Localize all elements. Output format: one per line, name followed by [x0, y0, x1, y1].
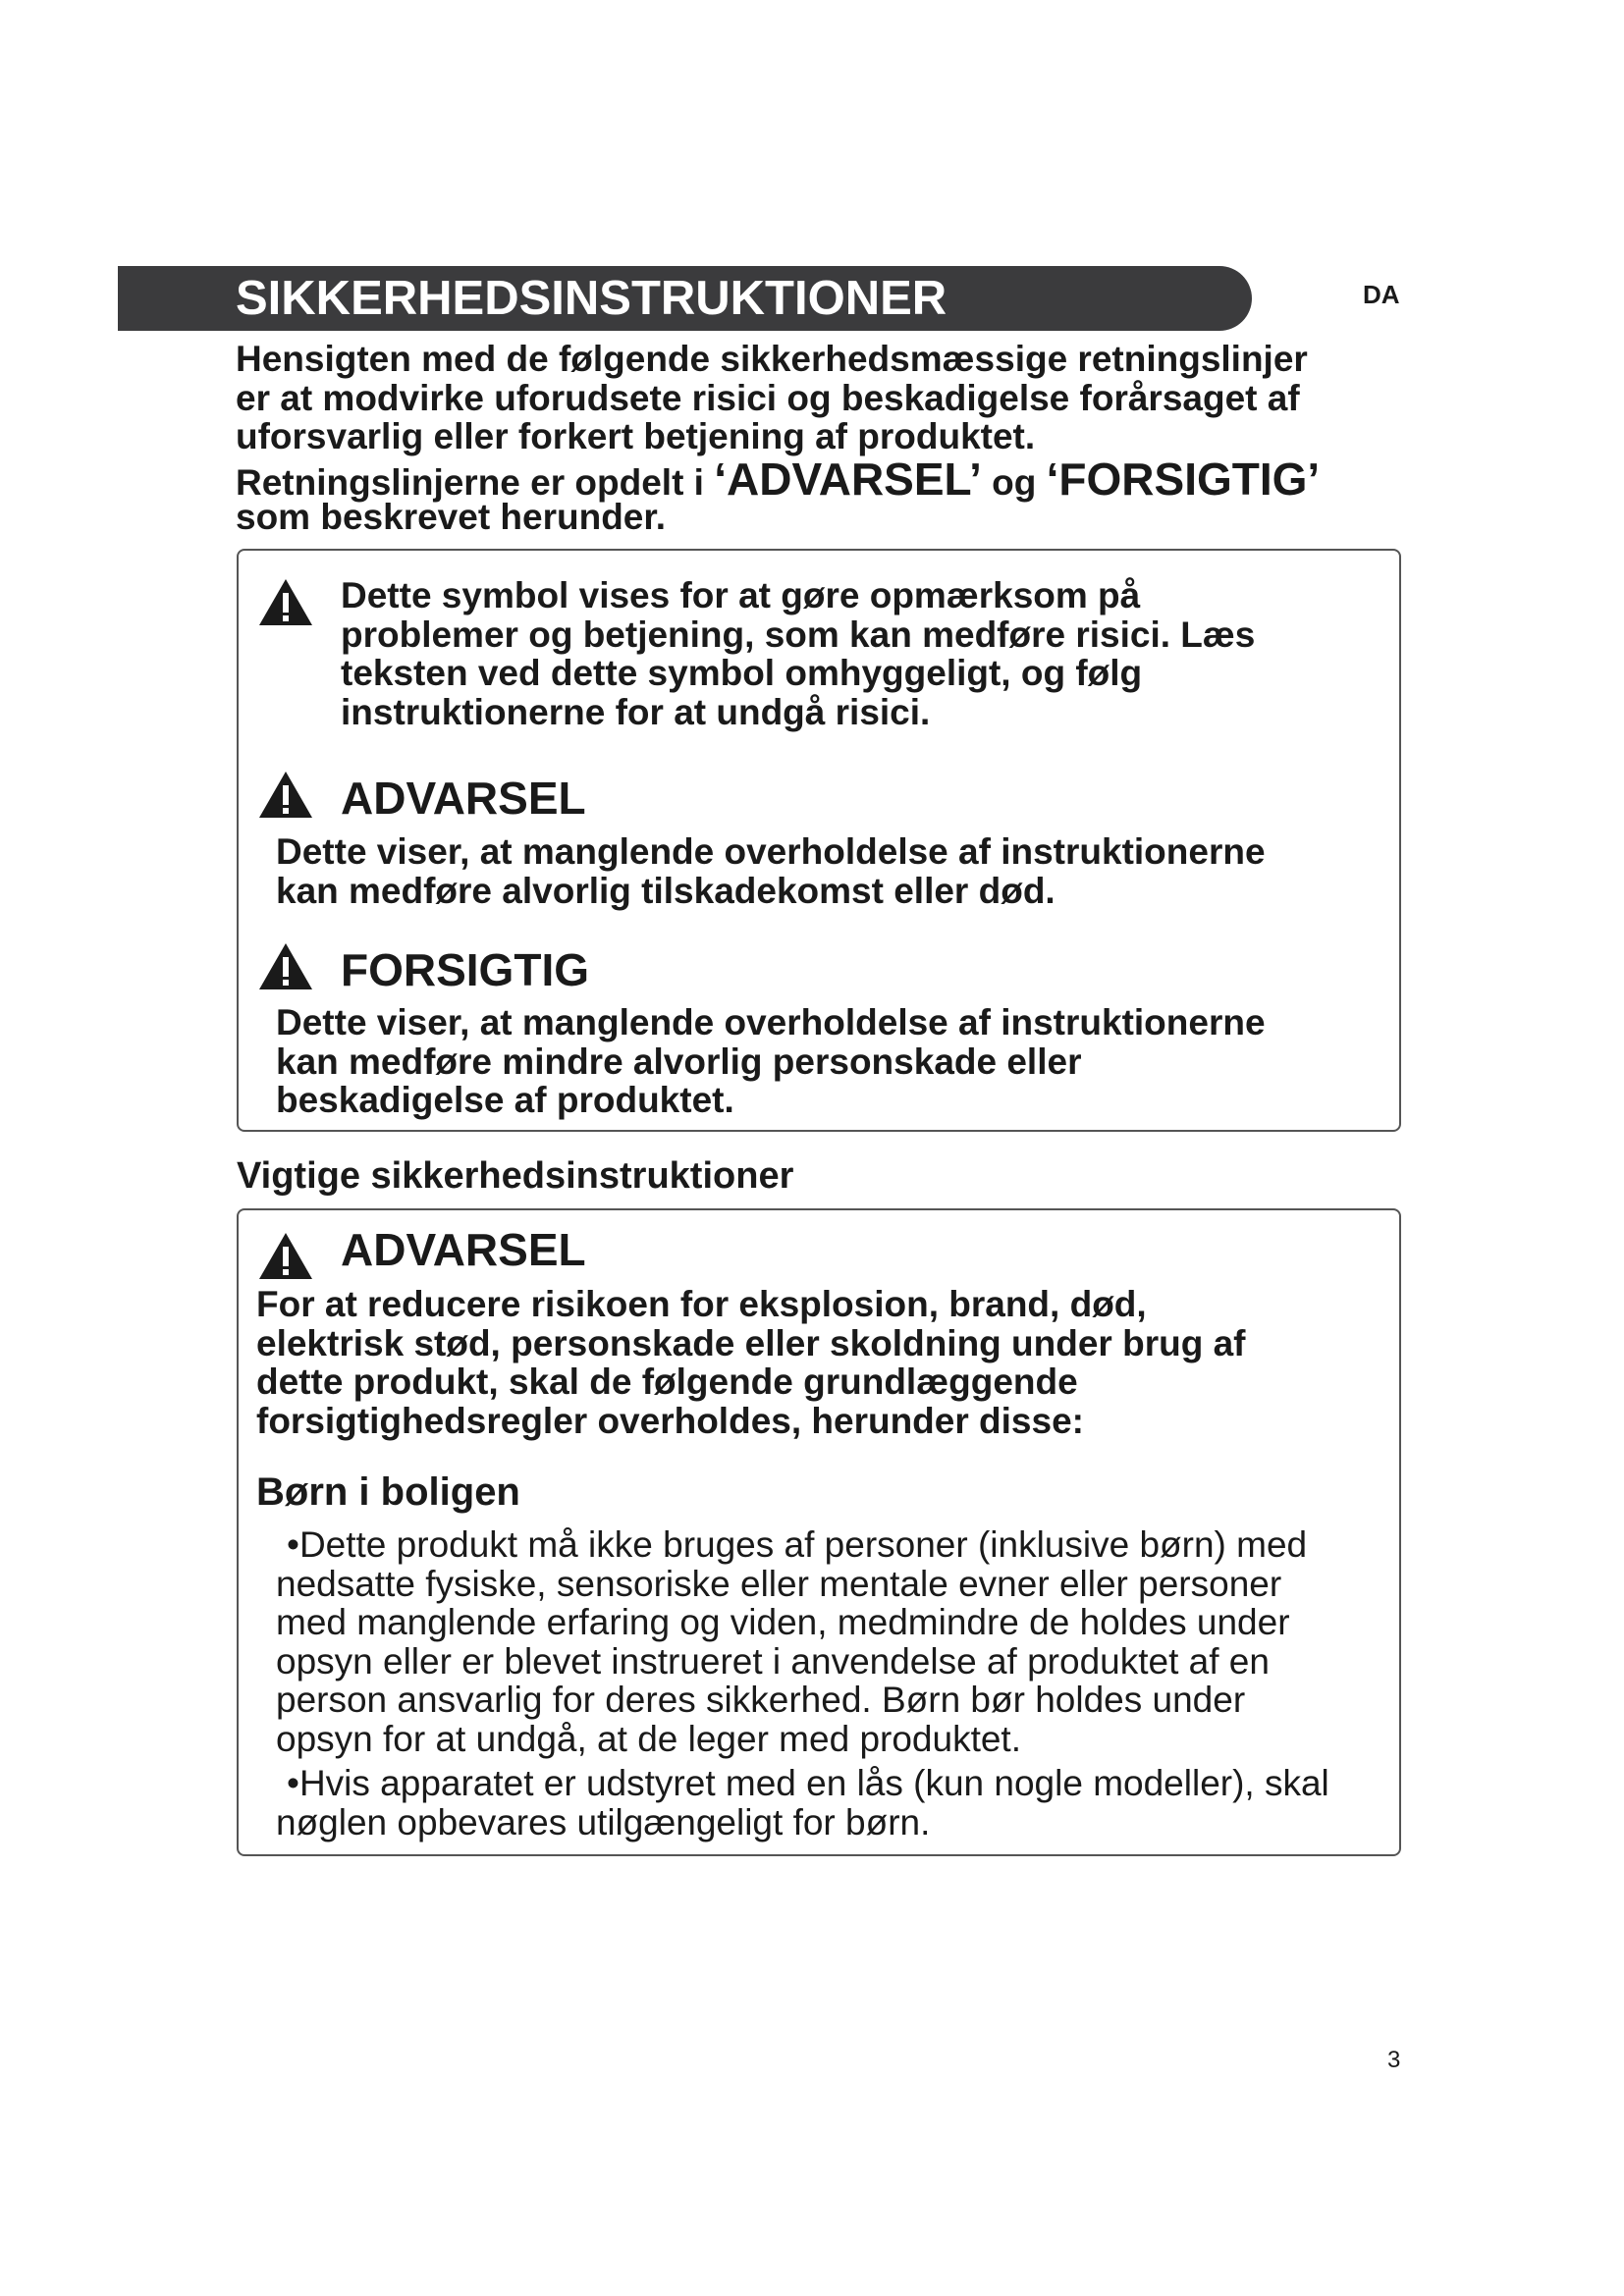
forsigtig-heading: FORSIGTIG: [341, 944, 589, 995]
symbol-description: Dette symbol vises for at gøre opmærksom på problemer og betjening, som kan medføre risici. Læs teksten ved dette symbol omhyggeligt, og følg instruktionerne for at undgå risici.: [341, 575, 1256, 732]
advarsel-description: Dette viser, at manglende overholdelse af instruktionerne kan medføre alvorlig tilskadekomst eller død.: [276, 831, 1266, 911]
advarsel-heading: ADVARSEL: [341, 1224, 586, 1275]
page-title: SIKKERHEDSINSTRUKTIONER: [236, 272, 947, 325]
warning-text: For at reducere risikoen for eksplosion, brand, død, elektrisk stød, personskade eller skoldning under brug af dette produkt, skal de følgende grundlæggende forsigtighedsregler overholdes, herunder disse:: [256, 1284, 1246, 1441]
forsigtig-description: Dette viser, at manglende overholdelse af instruktionerne kan medføre mindre alvorlig personskade eller beskadigelse af produktet.: [276, 1002, 1266, 1120]
warning-triangle-icon: [257, 1231, 314, 1282]
language-code: DA: [1363, 280, 1400, 309]
advarsel-heading: ADVARSEL: [341, 773, 586, 824]
intro-prefix: Retningslinjerne er opdelt i: [236, 461, 715, 503]
warning-triangle-icon: [257, 941, 314, 992]
warning-triangle-icon: [257, 770, 314, 821]
intro-line: uforsvarlig eller forkert betjening af produktet.: [236, 416, 1036, 456]
important-instructions-label: Vigtige sikkerhedsinstruktioner: [237, 1155, 794, 1197]
warning-triangle-icon: [257, 577, 314, 628]
og-word: og: [981, 461, 1047, 503]
intro-line: Hensigten med de følgende sikkerhedsmæssige retningslinjer: [236, 339, 1308, 379]
bullet-lock-key: •Hvis apparatet er udstyret med en lås (kun nogle modeller), skal nøglen opbevares utilgængeligt for børn.: [276, 1763, 1329, 1842]
children-subheading: Børn i boligen: [256, 1470, 520, 1514]
intro-paragraph: [236, 340, 1434, 537]
page-number: 3: [1387, 2047, 1401, 2073]
bullet-children-supervision: •Dette produkt må ikke bruges af personer (inklusive børn) med nedsatte fysiske, sensoriske eller mentale evner eller personer med manglende erfaring og viden, medmindre de holdes under opsyn eller er blevet instrueret i anvendelse af produktet af en person ansvarlig for deres sikkerhed. Børn bør holdes under opsyn for at undgå, at de leger med produktet.: [276, 1524, 1308, 1759]
intro-line: er at modvirke uforudsete risici og beskadigelse forårsaget af: [236, 377, 1300, 418]
forsigtig-term: ‘FORSIGTIG’: [1046, 453, 1321, 505]
advarsel-term: ‘ADVARSEL’: [714, 453, 982, 505]
intro-line-categories: [236, 453, 1434, 505]
intro-line: som beskrevet herunder.: [236, 497, 667, 537]
